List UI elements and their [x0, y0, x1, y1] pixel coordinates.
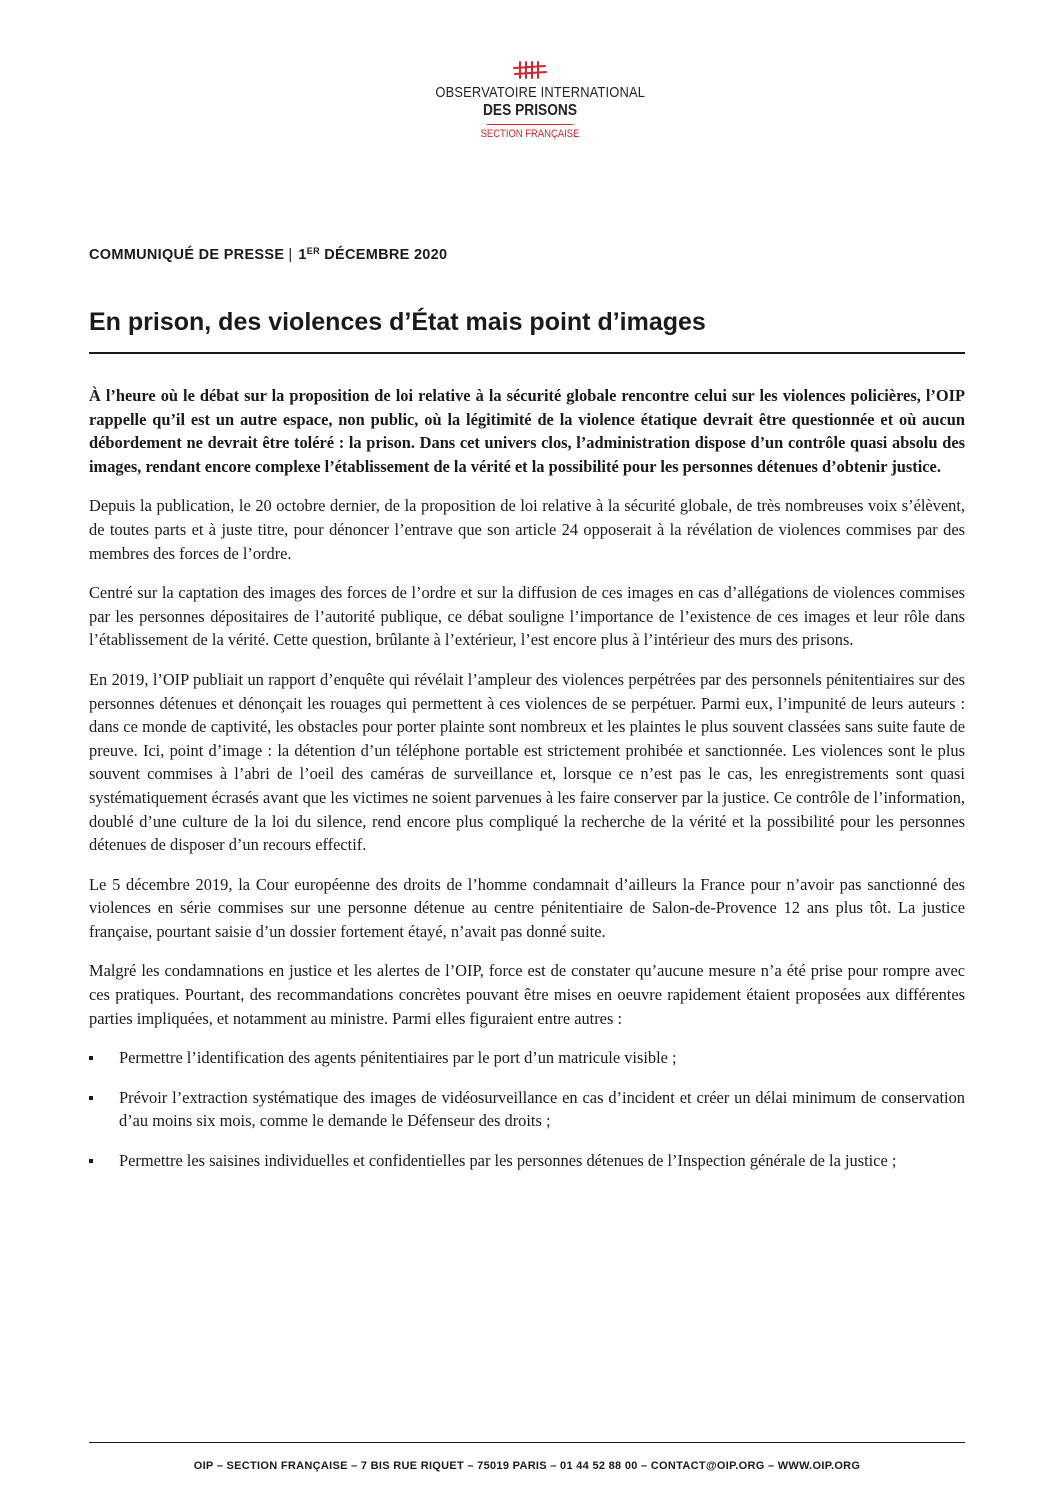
press-release-meta: [89, 246, 447, 263]
logo-org-name: OBSERVATOIRE INTERNATIONAL: [435, 84, 646, 101]
footer-contact: OIP – SECTION FRANÇAISE – 7 BIS RUE RIQUET – 75019 PARIS – 01 44 52 88 00 – CONTACT@OIP.ORG – WWW.OIP.ORG: [193, 1460, 861, 1472]
recommendations-list: [89, 1046, 965, 1172]
prison-bars-logo-icon: [511, 60, 549, 80]
list-item-text: Permettre l’identification des agents pénitentiaires par le port d’un matricule visible ;: [119, 1048, 677, 1068]
article-body: [89, 384, 965, 1189]
list-item: [89, 1149, 965, 1173]
list-item: [89, 1046, 965, 1070]
document-kind: COMMUNIQUÉ DE PRESSE: [89, 247, 285, 263]
bullet-icon: [89, 1096, 93, 1100]
body-paragraph: Depuis la publication, le 20 octobre dernier, de la proposition de loi relative à la sécurité globale, de très nombreuses voix s’élèvent, de toutes parts et à juste titre, pour dénoncer l’entrave que son article 24 opposerait à la révélation de violences commises par des membres des forces de l’ordre.: [89, 496, 965, 563]
date-day: 1: [298, 247, 307, 263]
title-divider: [89, 352, 965, 354]
oip-logo: [420, 60, 646, 141]
lead-paragraph: À l’heure où le débat sur la proposition de loi relative à la sécurité globale rencontre celui sur les violences policières, l’OIP rappelle qu’il est un autre espace, non public, où la légitimité de la violence étatique devrait être questionnée et où aucun débordement ne devrait être toléré : la prison. Dans cet univers clos, l’administration dispose d’un contrôle quasi absolu des images, rendant encore complexe l’établissement de la vérité et la possibilité pour les personnes détenues d’obtenir justice.: [89, 386, 965, 476]
bullet-icon: [89, 1159, 93, 1163]
logo-divider: [487, 124, 573, 125]
meta-separator: |: [288, 247, 293, 263]
footer-divider: [89, 1442, 965, 1443]
logo-org-name-bold: DES PRISONS: [482, 102, 578, 119]
body-paragraph: Centré sur la captation des images des forces de l’ordre et sur la diffusion de ces images en cas d’allégations de violences commises par les personnes dépositaires de l’autorité publique, ce débat souligne l’importance de l’existence de ces images et leur rôle dans l’établissement de la vérité. Cette question, brûlante à l’extérieur, l’est encore plus à l’intérieur des murs des prisons.: [89, 583, 965, 650]
list-item-text: Permettre les saisines individuelles et confidentielles par les personnes détenues de l’Inspection générale de la justice ;: [119, 1151, 897, 1171]
logo-section: SECTION FRANÇAISE: [480, 128, 580, 140]
bullet-icon: [89, 1056, 93, 1060]
list-item: [89, 1086, 965, 1133]
body-paragraph: En 2019, l’OIP publiait un rapport d’enquête qui révélait l’ampleur des violences perpétrées par des personnels pénitentiaires sur des personnes détenues et dénonçait les rouages qui permettent à ces violences de se perpétuer. Parmi eux, l’impunité de leurs auteurs : dans ce monde de captivité, les obstacles pour porter plainte sont nombreux et les plaintes le plus souvent classées sans suite faute de preuve. Ici, point d’image : la détention d’un téléphone portable est strictement prohibée et sanctionnée. Les violences sont le plus souvent commises à l’abri de l’oeil des caméras de surveillance et, lorsque ce n’est pas le cas, les enregistrements sont quasi systématiquement écrasés avant que les victimes ne soient parvenues à les faire conserver par la justice. Ce contrôle de l’information, doublé d’une culture de la loi du silence, rend encore plus compliqué la recherche de la vérité et la possibilité pour les personnes détenues de disposer d’un recours effectif.: [89, 669, 965, 855]
list-item-text: Prévoir l’extraction systématique des images de vidéosurveillance en cas d’incident et créer un délai minimum de conservation d’au moins six mois, comme le demande le Défenseur des droits ;: [119, 1087, 965, 1131]
body-paragraph: Le 5 décembre 2019, la Cour européenne des droits de l’homme condamnait d’ailleurs la France pour n’avoir pas sanctionné des violences en série commises sur une personne détenue au centre pénitentiaire de Salon-de-Provence 12 ans plus tôt. La justice française, pourtant saisie d’un dossier fortement étayé, n’avait pas donné suite.: [89, 874, 965, 941]
date-ordinal: ER: [306, 246, 320, 256]
page-title: En prison, des violences d’État mais point d’images: [89, 308, 706, 336]
date-month-year: DÉCEMBRE 2020: [324, 247, 448, 263]
body-paragraph: Malgré les condamnations en justice et les alertes de l’OIP, force est de constater qu’aucune mesure n’a été prise pour rompre avec ces pratiques. Pourtant, des recommandations concrètes pouvant être mises en oeuvre rapidement étaient proposées aux différentes parties impliquées, et notamment au ministre. Parmi elles figuraient entre autres :: [89, 961, 965, 1028]
